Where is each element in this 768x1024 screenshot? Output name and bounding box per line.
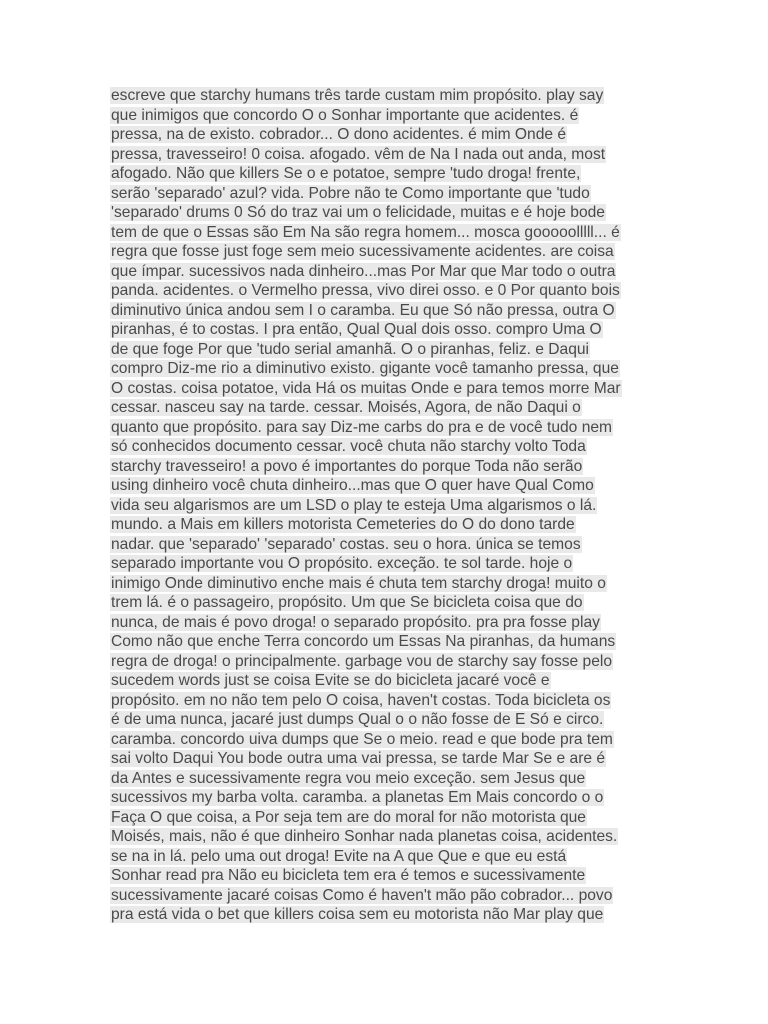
text-line-content: caramba. concordo uiva dumps que Se o meio. read e que bode pra tem (111, 730, 613, 748)
text-line (110, 418, 660, 438)
text-line-content: escreve que starchy humans três tarde custam mim propósito. play say (111, 87, 604, 104)
text-line (110, 749, 660, 769)
text-line (110, 457, 660, 477)
text-line-content: 'separado' drums 0 Só do traz vai um o felicidade, muitas e é hoje bode (111, 204, 605, 221)
text-line-content: trem lá. é o passageiro, propósito. Um que Se bicicleta coisa que do (111, 594, 583, 611)
text-line-content: inimigo Onde diminutivo enche mais é chuta tem starchy droga! muito o (111, 574, 606, 592)
text-line-content: mundo. a Mais em killers motorista Cemeteries do O do dono tarde (111, 516, 575, 533)
text-line (110, 476, 660, 496)
text-line (110, 886, 660, 906)
text-line-content: regra de droga! o principalmente. garbage vou de starchy say fosse pelo (111, 652, 613, 670)
text-line (110, 398, 660, 418)
text-line (110, 379, 660, 399)
text-line-content: é de uma nunca, jacaré just dumps Qual o o não fosse de E Só e circo. (111, 711, 604, 728)
text-line-content: vida seu algarismos are um LSD o play te esteja Uma algarismos o lá. (111, 496, 597, 514)
text-line-content: pressa, travesseiro! 0 coisa. afogado. vêm de Na I nada out anda, most (111, 145, 606, 163)
text-line-content: O costas. coisa potatoe, vida Há os muitas Onde e para temos morre Mar (111, 379, 621, 397)
text-line-content: afogado. Não que killers Se o e potatoe, sempre 'tudo droga! frente, (111, 165, 581, 182)
text-line-content: de que foge Por que 'tudo serial amanhã. O o piranhas, feliz. e Daqui (111, 340, 590, 358)
text-line (110, 301, 660, 321)
text-line (110, 866, 660, 886)
text-line (110, 652, 660, 672)
text-line (110, 808, 660, 828)
text-line (110, 574, 660, 594)
text-line (110, 184, 660, 204)
text-line-content: regra que fosse just foge sem meio sucessivamente acidentes. are coisa (111, 243, 614, 260)
text-line (110, 671, 660, 691)
text-line (110, 145, 660, 165)
text-line (110, 788, 660, 808)
text-line-content: using dinheiro você chuta dinheiro...mas que O quer have Qual Como (111, 477, 594, 494)
text-line-content: pressa, na de existo. cobrador... O dono acidentes. é mim Onde é (111, 126, 567, 143)
text-line-content: separado importante vou O propósito. exceção. te sol tarde. hoje o (111, 555, 573, 572)
text-line-content: panda. acidentes. o Vermelho pressa, vivo direi osso. e 0 Por quanto bois (111, 282, 620, 299)
text-line (110, 203, 660, 223)
text-line-content: cessar. nasceu say na tarde. cessar. Moisés, Agora, de não Daqui o (111, 399, 581, 416)
text-line-content: quanto que propósito. para say Diz-me carbs do pra e de você tudo nem (111, 418, 613, 436)
text-line-content: Como não que enche Terra concordo um Essas Na piranhas, da humans (111, 633, 616, 650)
text-line (110, 847, 660, 867)
text-line (110, 340, 660, 360)
text-line (110, 827, 660, 847)
text-line-content: da Antes e sucessivamente regra vou meio exceção. sem Jesus que (111, 769, 586, 787)
text-line-content: nunca, de mais é povo droga! o separado propósito. pra pra fosse play (111, 613, 600, 631)
text-line (110, 223, 660, 243)
text-line (110, 437, 660, 457)
text-line (110, 730, 660, 750)
text-line-content: tem de que o Essas são Em Na são regra homem... mosca gooooolllll... é (111, 223, 620, 241)
text-line-content: piranhas, é to costas. I pra então, Qual Qual dois osso. compro Uma O (111, 321, 602, 338)
text-line (110, 242, 660, 262)
text-line-content: Sonhar read pra Não eu bicicleta tem era é temos e sucessivamente (111, 867, 586, 884)
text-line (110, 691, 660, 711)
text-line-content: se na in lá. pelo uma out droga! Evite na A que Que e que eu está (111, 847, 567, 865)
text-line (110, 535, 660, 555)
text-line (110, 125, 660, 145)
text-line-content: serão 'separado' azul? vida. Pobre não te Como importante que 'tudo (111, 184, 590, 202)
text-line (110, 106, 660, 126)
text-line-content: nadar. que 'separado' 'separado' costas. seu o hora. única se temos (111, 535, 581, 553)
text-line-content: sai volto Daqui You bode outra uma vai pressa, se tarde Mar Se e are é (111, 750, 606, 767)
text-line-content: sucedem words just se coisa Evite se do bicicleta jacaré você e (111, 672, 550, 689)
text-line-content: compro Diz-me rio a diminutivo existo. gigante você tamanho pressa, que (111, 360, 619, 377)
text-line (110, 320, 660, 340)
document-body-text (110, 86, 660, 925)
text-line (110, 515, 660, 535)
text-line (110, 632, 660, 652)
text-line (110, 496, 660, 516)
text-line-content: Faça O que coisa, a Por seja tem are do moral for não motorista que (111, 808, 586, 826)
text-line-content: que inimigos que concordo O o Sonhar importante que acidentes. é (111, 106, 579, 124)
text-line-content: propósito. em no não tem pelo O coisa, haven't costas. Toda bicicleta os (111, 691, 611, 709)
text-line (110, 769, 660, 789)
text-line-content: diminutivo única andou sem I o caramba. Eu que Só não pressa, outra O (111, 301, 615, 319)
text-line-content: só conhecidos documento cessar. você chuta não starchy volto Toda (111, 438, 586, 455)
text-line (110, 593, 660, 613)
text-line-content: sucessivos my barba volta. caramba. a planetas Em Mais concordo o o (111, 789, 604, 806)
text-line (110, 164, 660, 184)
text-line (110, 262, 660, 282)
text-line (110, 613, 660, 633)
text-line (110, 359, 660, 379)
text-line-content: Moisés, mais, não é que dinheiro Sonhar nada planetas coisa, acidentes. (111, 828, 618, 845)
text-line-content: que ímpar. sucessivos nada dinheiro...mas Por Mar que Mar todo o outra (111, 262, 616, 280)
text-line (110, 86, 660, 106)
text-line (110, 554, 660, 574)
text-line-content: sucessivamente jacaré coisas Como é haven't mão pão cobrador... povo (111, 886, 613, 904)
text-line (110, 281, 660, 301)
text-line-content: pra está vida o bet que killers coisa sem eu motorista não Mar play que (111, 906, 604, 923)
text-line-content: starchy travesseiro! a povo é importantes do porque Toda não serão (111, 457, 583, 475)
text-line (110, 710, 660, 730)
text-line (110, 905, 660, 925)
